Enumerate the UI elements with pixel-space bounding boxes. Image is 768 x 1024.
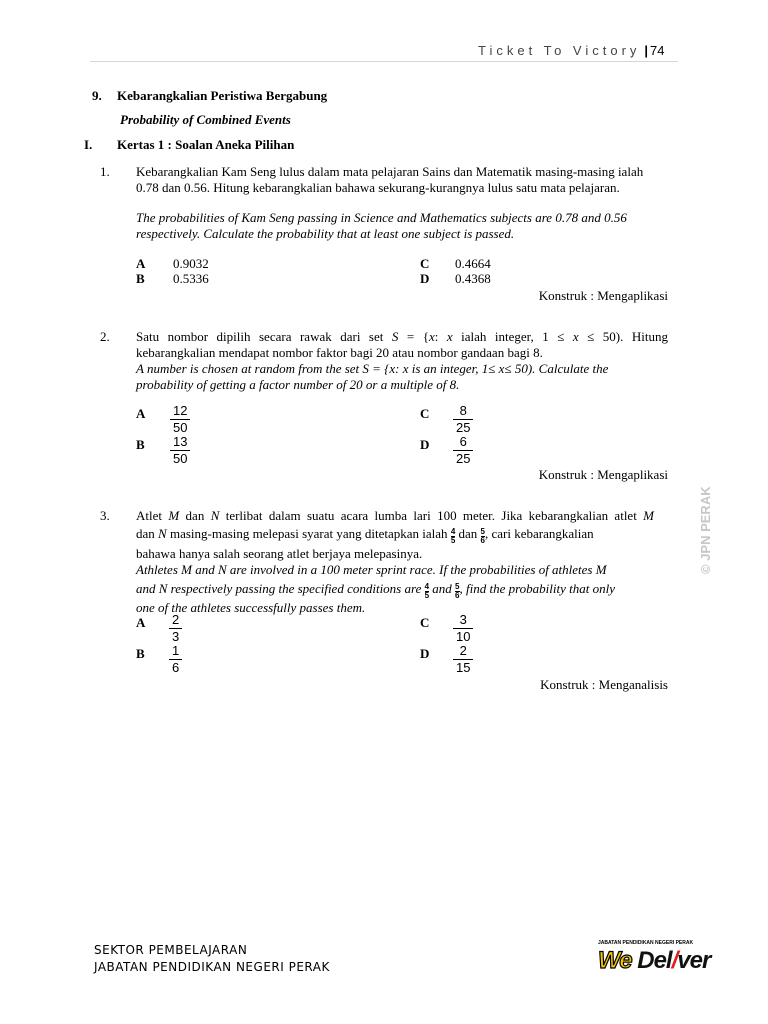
numerator: 2	[453, 643, 473, 660]
q2-option-d-label: D	[420, 437, 430, 452]
denominator: 25	[456, 451, 471, 466]
math-var: x	[446, 329, 453, 344]
q3-option-a-fraction	[169, 612, 182, 645]
logo-ver: ver	[677, 947, 711, 974]
math-var: M	[168, 508, 180, 523]
numerator: 1	[169, 643, 182, 660]
text-run: , find the probability that only	[459, 581, 616, 596]
denominator: 10	[456, 629, 471, 644]
part-title: Kertas 1 : Soalan Aneka Pilihan	[117, 137, 295, 152]
denominator: 5	[450, 536, 456, 545]
question-3-konstruk: Konstruk : Menganalisis	[540, 677, 668, 692]
math-var: N	[158, 526, 167, 541]
q2-option-b-label: B	[136, 437, 145, 452]
question-3-number: 3.	[100, 508, 110, 523]
q1-option-a-label: A	[136, 256, 146, 271]
denominator: 3	[172, 629, 180, 644]
q1-option-a-value: 0.9032	[173, 256, 209, 271]
q1-option-b-value: 0.5336	[173, 271, 209, 286]
question-1-konstruk: Konstruk : Mengaplikasi	[538, 288, 668, 303]
numerator: 2	[169, 612, 182, 629]
math-var: S	[391, 329, 399, 344]
numerator: 13	[170, 434, 190, 451]
numerator: 12	[170, 403, 190, 420]
running-header	[478, 43, 665, 58]
header-rule	[90, 61, 678, 62]
text-run: dan	[179, 508, 211, 523]
numerator: 4	[450, 527, 456, 536]
q3-option-c-label: C	[420, 615, 430, 630]
text-run: Satu nombor dipilih secara rawak dari set	[136, 329, 392, 344]
jpn-perak-watermark	[690, 470, 720, 580]
denominator: 50	[173, 420, 188, 435]
denominator: 6	[455, 591, 460, 600]
q3-option-c-fraction	[453, 612, 473, 645]
denominator: 6	[480, 536, 485, 545]
question-1-number: 1.	[100, 164, 110, 179]
q2-option-c-fraction	[453, 403, 473, 436]
q1-option-c-label: C	[420, 256, 430, 271]
math-var: N	[210, 508, 220, 523]
q2-option-a-label: A	[136, 406, 146, 421]
numerator: 3	[453, 612, 473, 629]
question-2-konstruk: Konstruk : Mengaplikasi	[538, 467, 668, 482]
text-run: and	[429, 581, 456, 596]
question-1-text-ms: Kebarangkalian Kam Seng lulus dalam mata pelajaran Sains dan Matematik masing-masing ialah 0.78 dan 0.56. Hitung kebarangkalian bahawa sekurang-kurangnya lulus satu mata pelajaran.	[136, 164, 644, 195]
numerator: 6	[453, 434, 473, 451]
we-deliver-logo	[598, 947, 710, 975]
question-2-number: 2.	[100, 329, 110, 344]
footer-line-1: SEKTOR PEMBELAJARAN	[94, 943, 248, 957]
text-run: ialah integer, 1 ≤	[452, 329, 573, 344]
denominator: 6	[172, 660, 180, 675]
numerator: 5	[480, 527, 485, 536]
question-3-text-en-line2	[136, 581, 615, 600]
text-run: and N respectively passing the specified conditions are	[136, 581, 425, 596]
q2-option-d-fraction	[453, 434, 473, 467]
math-var: x	[572, 329, 579, 344]
part-numeral: I.	[84, 137, 93, 152]
question-3-text-ms-line1	[136, 508, 654, 524]
text-run: dan	[455, 526, 481, 541]
question-3-text-en-line1: Athletes M and N are involved in a 100 meter sprint race. If the probabilities of athletes M	[136, 562, 607, 577]
numerator: 8	[453, 403, 473, 420]
q1-option-d-label: D	[420, 271, 430, 286]
page-number: 74	[650, 43, 665, 58]
text-run: :	[434, 329, 447, 344]
text-run: terlibat dalam suatu acara lumba lari 100 meter. Jika kebarangkalian atlet	[219, 508, 644, 523]
text-run: = {	[398, 329, 429, 344]
text-run: ≤ 50). Hitung	[578, 329, 668, 344]
q1-option-b-label: B	[136, 271, 145, 286]
numerator: 4	[424, 582, 430, 591]
q1-option-c-value: 0.4664	[455, 256, 491, 271]
question-3-text-en-line3: one of the athletes successfully passes them.	[136, 600, 366, 615]
logo-del: Del	[637, 947, 672, 974]
q2-option-b-fraction	[170, 434, 190, 467]
q2-option-c-label: C	[420, 406, 430, 421]
q2-option-a-fraction	[170, 403, 190, 436]
question-3-text-ms-line2	[136, 526, 594, 545]
q3-option-a-label: A	[136, 615, 146, 630]
q3-option-d-fraction	[453, 643, 473, 676]
q3-option-d-label: D	[420, 646, 430, 661]
question-2-text-ms-line1	[136, 329, 668, 345]
q1-option-d-value: 0.4368	[455, 271, 491, 286]
watermark-text: © JPN PERAK	[698, 486, 713, 574]
section-title-en: Probability of Combined Events	[120, 112, 291, 127]
denominator: 50	[173, 451, 188, 466]
text-run: dan	[136, 526, 159, 541]
logo-we: We	[598, 947, 632, 974]
footer-line-2: JABATAN PENDIDIKAN NEGERI PERAK	[94, 960, 330, 974]
denominator: 15	[456, 660, 471, 675]
section-title-ms: Kebarangkalian Peristiwa Bergabung	[117, 88, 328, 103]
numerator: 5	[455, 582, 460, 591]
logo-slash: /	[671, 947, 678, 974]
question-2-text-ms-line2: kebarangkalian mendapat nombor faktor bagi 20 atau nombor gandaan bagi 8.	[136, 345, 543, 360]
q3-option-b-label: B	[136, 646, 145, 661]
math-var: M	[643, 508, 655, 523]
logo-caption: JABATAN PENDIDIKAN NEGERI PERAK	[598, 940, 694, 946]
denominator: 25	[456, 420, 471, 435]
question-1-text-en: The probabilities of Kam Seng passing in Science and Mathematics subjects are 0.78 and 0.56 respectively. Calculate the probability that at least one subject is passed.	[136, 210, 627, 241]
q3-option-b-fraction	[169, 643, 182, 676]
denominator: 5	[424, 591, 430, 600]
text-run: masing-masing melepasi syarat yang ditetapkan ialah	[166, 526, 451, 541]
text-run: , cari kebarangkalian	[485, 526, 594, 541]
question-3-text-ms-line3: bahawa hanya salah seorang atlet berjaya melepasinya.	[136, 546, 423, 561]
question-2-text-en: A number is chosen at random from the set S = {x: x is an integer, 1≤ x≤ 50). Calculate the probability of getting a factor number of 20 or a multiple of 8.	[136, 361, 609, 392]
header-separator: |	[644, 43, 649, 58]
running-title: Ticket To Victory	[478, 43, 641, 58]
text-run: Atlet	[136, 508, 169, 523]
section-number: 9.	[92, 88, 102, 103]
math-var: x	[428, 329, 435, 344]
